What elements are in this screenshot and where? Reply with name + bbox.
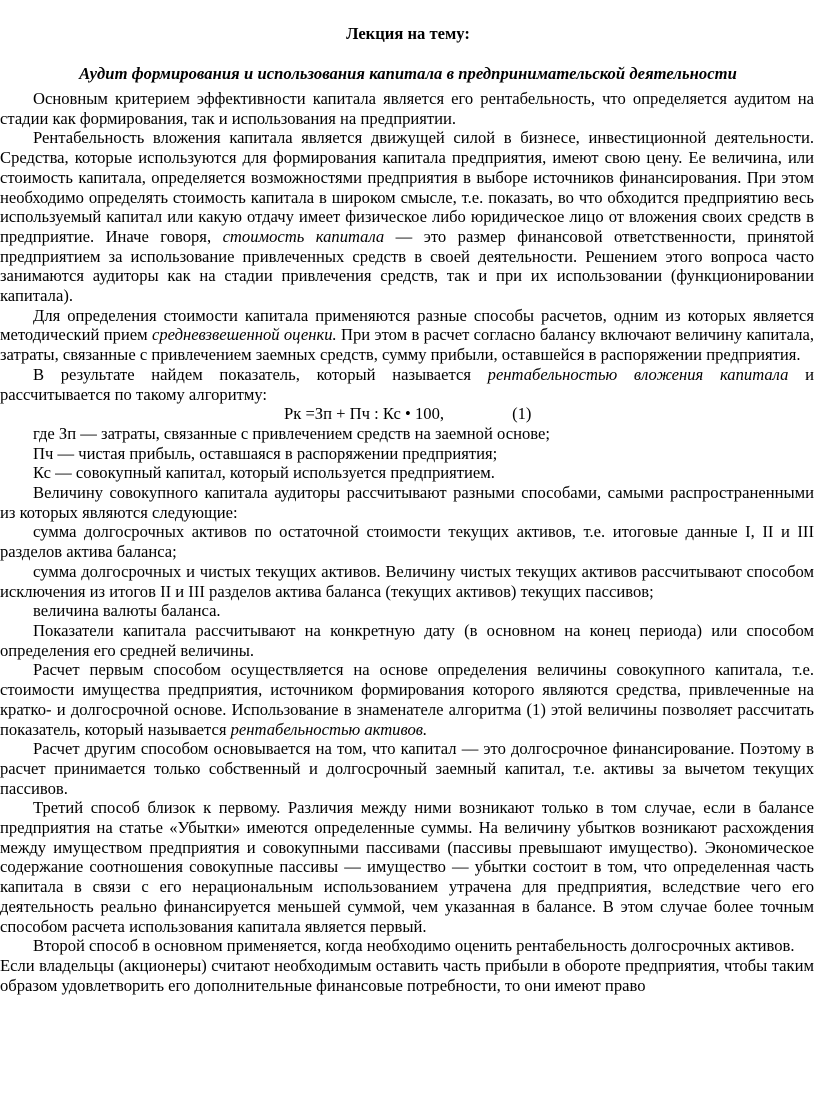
- definition-zp: где Зп — затраты, связанные с привлечением средств на заемной основе;: [33, 423, 550, 443]
- paragraph-1: Основным критерием эффективности капитала является его рентабельность, что определяется аудитом на стадии как формирования, так и использования на предприятии.: [0, 89, 814, 128]
- lecture-header: Лекция на тему:: [346, 24, 470, 43]
- paragraph-4: В результате найдем показатель, который называется рентабельностью вложения капитала и рассчитывается по такому алгоритму:: [0, 364, 814, 404]
- paragraph-7: Расчет первым способом осуществляется на основе определения величины совокупного капитала, т.е. стоимости имущества предприятия, источником формирования которого являются средства, привлеченные на кратко- и долгосрочной основе. Использование в знаменателе алгоритма (1) этой величины позволяет рассчитать показатель, который называется рентабельностью активов.: [0, 660, 814, 739]
- definition-pch: Пч — чистая прибыль, оставшаяся в распоряжении предприятия;: [33, 443, 498, 463]
- paragraph-5: Величину совокупного капитала аудиторы рассчитывают разными способами, самыми распространенными из которых являются следующие:: [0, 483, 814, 522]
- paragraph-3: Для определения стоимости капитала применяются разные способы расчетов, одним из которых является методический прием средневзвешенной оценки. При этом в расчет согласно балансу включают величину капитала, затраты, связанные с привлечением заемных средств, сумму прибыли, оставшейся в распоряжении предприятия.: [0, 305, 814, 365]
- definition-ks: Кс — совокупный капитал, который используется предприятием.: [33, 463, 495, 483]
- term-weighted-average: средневзвешенной оценки.: [151, 325, 337, 345]
- paragraph-10: Второй способ в основном применяется, когда необходимо оценить рентабельность долгосрочных активов.: [33, 936, 795, 956]
- paragraph-11: Если владельцы (акционеры) считают необходимым оставить часть прибыли в обороте предприятия, чтобы таким образом удовлетворить его дополнительные финансовые потребности, то они имеют право: [0, 955, 814, 995]
- term-cost-of-capital: стоимость капитала: [222, 226, 385, 246]
- list-item-1: сумма долгосрочных активов по остаточной стоимости текущих активов, т.е. итоговые данные I, II и III разделов актива баланса;: [0, 522, 814, 562]
- formula-1: [0, 404, 814, 424]
- term-return-on-assets: рентабельностью активов.: [230, 719, 428, 739]
- paragraph-8: Расчет другим способом основывается на том, что капитал — это долгосрочное финансирование. Поэтому в расчет принимается только собственный и долгосрочный заемный капитал, т.е. активы за вычетом текущих пассивов.: [0, 739, 814, 798]
- formula-expression: Рк =Зп + Пч : Кс • 100,: [284, 404, 445, 424]
- document-title: Аудит формирования и использования капитала в предпринимательской деятельности: [79, 64, 737, 83]
- list-item-2: сумма долгосрочных и чистых текущих активов. Величину чистых текущих активов рассчитывают способом исключения из итогов II и III разделов актива баланса (текущих активов) текущих пассивов;: [0, 561, 814, 601]
- paragraph-2: Рентабельность вложения капитала является движущей силой в бизнесе, инвестиционной деятельности. Средства, которые используются для формирования капитала предприятия, имеют свою цену. Ее величина, или стоимость капитала, определяется возможностями предприятия в выборе источников финансирования. При этом необходимо определять стоимость капитала в широком смысле, т.е. показать, во что обходится предприятию весь используемый капитал или какую отдачу имеет физическое либо юридическое лицо от вложения своих средств в предприятие. Иначе говоря, стоимость капитала — это размер финансовой ответственности, принятой предприятием за использование привлеченных средств в своей деятельности. Решением этого вопроса часто занимаются аудиторы как на стадии привлечения средств, так и при их использовании (функционировании капитала).: [0, 128, 815, 306]
- paragraph-6: Показатели капитала рассчитывают на конкретную дату (в основном на конец периода) или способом определения его средней величины.: [0, 620, 814, 660]
- term-return-on-capital: рентабельностью вложения капитала: [487, 364, 789, 384]
- list-item-3: величина валюты баланса.: [33, 601, 221, 621]
- paragraph-9: Третий способ близок к первому. Различия между ними возникают только в том случае, если в балансе предприятия на статье «Убытки» имеются определенные суммы. На величину убытков возникают расхождения между имуществом предприятия и совокупными пассивами (пассивы превышают имущество). Экономическое содержание соотношения совокупные пассивы — имущество — убытки состоит в том, что определенная часть капитала в связи с его нерациональным использованием утрачена для предприятия, вследствие чего его деятельность реально финансируется меньшей суммой, чем указанная в балансе. В этом случае более точным способом расчета использования капитала является первый.: [0, 798, 814, 936]
- formula-number: (1): [512, 404, 532, 424]
- document-body: [0, 89, 814, 995]
